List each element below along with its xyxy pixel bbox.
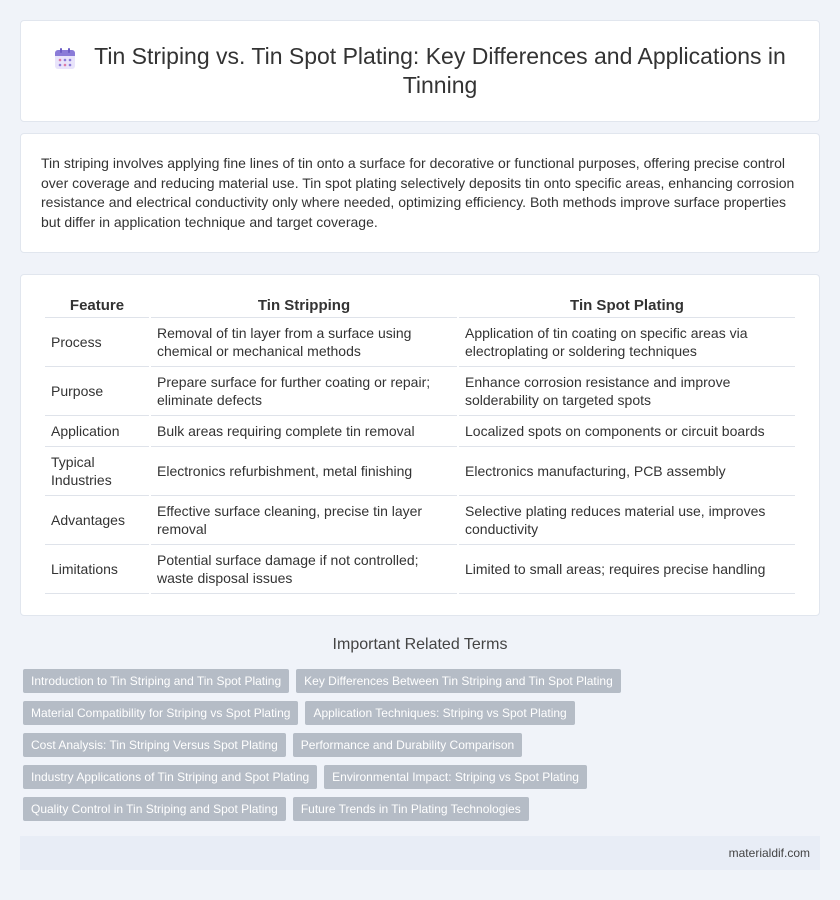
tag-row [23,701,823,725]
table-cell-feature: Application [45,416,149,447]
table-cell-feature: Typical Industries [45,447,149,496]
tag-row [23,733,823,757]
related-term-tag[interactable]: Cost Analysis: Tin Striping Versus Spot Plating [23,733,286,757]
table-row [45,447,795,496]
table-cell-spot-plating: Selective plating reduces material use, improves conductivity [459,496,795,545]
table-header-row [45,295,795,318]
table-row [45,496,795,545]
related-term-tag[interactable]: Material Compatibility for Striping vs Spot Plating [23,701,298,725]
tag-row [23,669,823,693]
table-cell-stripping: Removal of tin layer from a surface using chemical or mechanical methods [151,318,457,367]
table-row [45,367,795,416]
footer-site-link[interactable]: materialdif.com [728,846,810,860]
table-cell-stripping: Electronics refurbishment, metal finishing [151,447,457,496]
related-term-tag[interactable]: Future Trends in Tin Plating Technologies [293,797,529,821]
table-cell-feature: Limitations [45,545,149,594]
table-row [45,318,795,367]
table-cell-spot-plating: Localized spots on components or circuit boards [459,416,795,447]
column-header-tin-spot-plating: Tin Spot Plating [459,295,795,318]
comparison-table-card [20,274,820,616]
table-row [45,416,795,447]
related-term-tag[interactable]: Key Differences Between Tin Striping and Tin Spot Plating [296,669,621,693]
comparison-table [43,295,797,594]
related-term-tag[interactable]: Introduction to Tin Striping and Tin Spot Plating [23,669,289,693]
related-term-tag[interactable]: Quality Control in Tin Striping and Spot Plating [23,797,286,821]
related-term-tag[interactable]: Environmental Impact: Striping vs Spot Plating [324,765,587,789]
table-cell-spot-plating: Enhance corrosion resistance and improve solderability on targeted spots [459,367,795,416]
footer [20,836,820,870]
table-cell-feature: Process [45,318,149,367]
related-term-tag[interactable]: Performance and Durability Comparison [293,733,522,757]
header-card [20,20,820,122]
tag-row [23,765,823,789]
table-cell-feature: Advantages [45,496,149,545]
related-terms-title: Important Related Terms [332,636,508,653]
intro-paragraph: Tin striping involves applying fine lines of tin onto a surface for decorative or functional purposes, offering precise control over coverage and reducing material use. Tin spot plating selectively deposits tin onto specific areas, enhancing corrosion resistance and electrical conductivity only where needed, optimizing efficiency. Both methods improve surface properties but differ in application technique and target coverage. [41,155,795,230]
page-title: Tin Striping vs. Tin Spot Plating: Key Differences and Applications in Tinning [94,43,786,98]
tag-row [23,797,823,821]
related-term-tag[interactable]: Application Techniques: Striping vs Spot Plating [305,701,574,725]
table-cell-feature: Purpose [45,367,149,416]
column-header-feature: Feature [45,295,149,318]
intro-card [20,133,820,253]
related-term-tag[interactable]: Industry Applications of Tin Striping and Spot Plating [23,765,317,789]
table-cell-spot-plating: Electronics manufacturing, PCB assembly [459,447,795,496]
table-cell-stripping: Potential surface damage if not controlled; waste disposal issues [151,545,457,594]
table-cell-spot-plating: Application of tin coating on specific areas via electroplating or soldering techniques [459,318,795,367]
table-cell-stripping: Bulk areas requiring complete tin removal [151,416,457,447]
column-header-tin-stripping: Tin Stripping [151,295,457,318]
table-row [45,545,795,594]
table-cell-spot-plating: Limited to small areas; requires precise handling [459,545,795,594]
related-terms-list [23,669,823,829]
table-cell-stripping: Prepare surface for further coating or repair; eliminate defects [151,367,457,416]
table-cell-stripping: Effective surface cleaning, precise tin layer removal [151,496,457,545]
